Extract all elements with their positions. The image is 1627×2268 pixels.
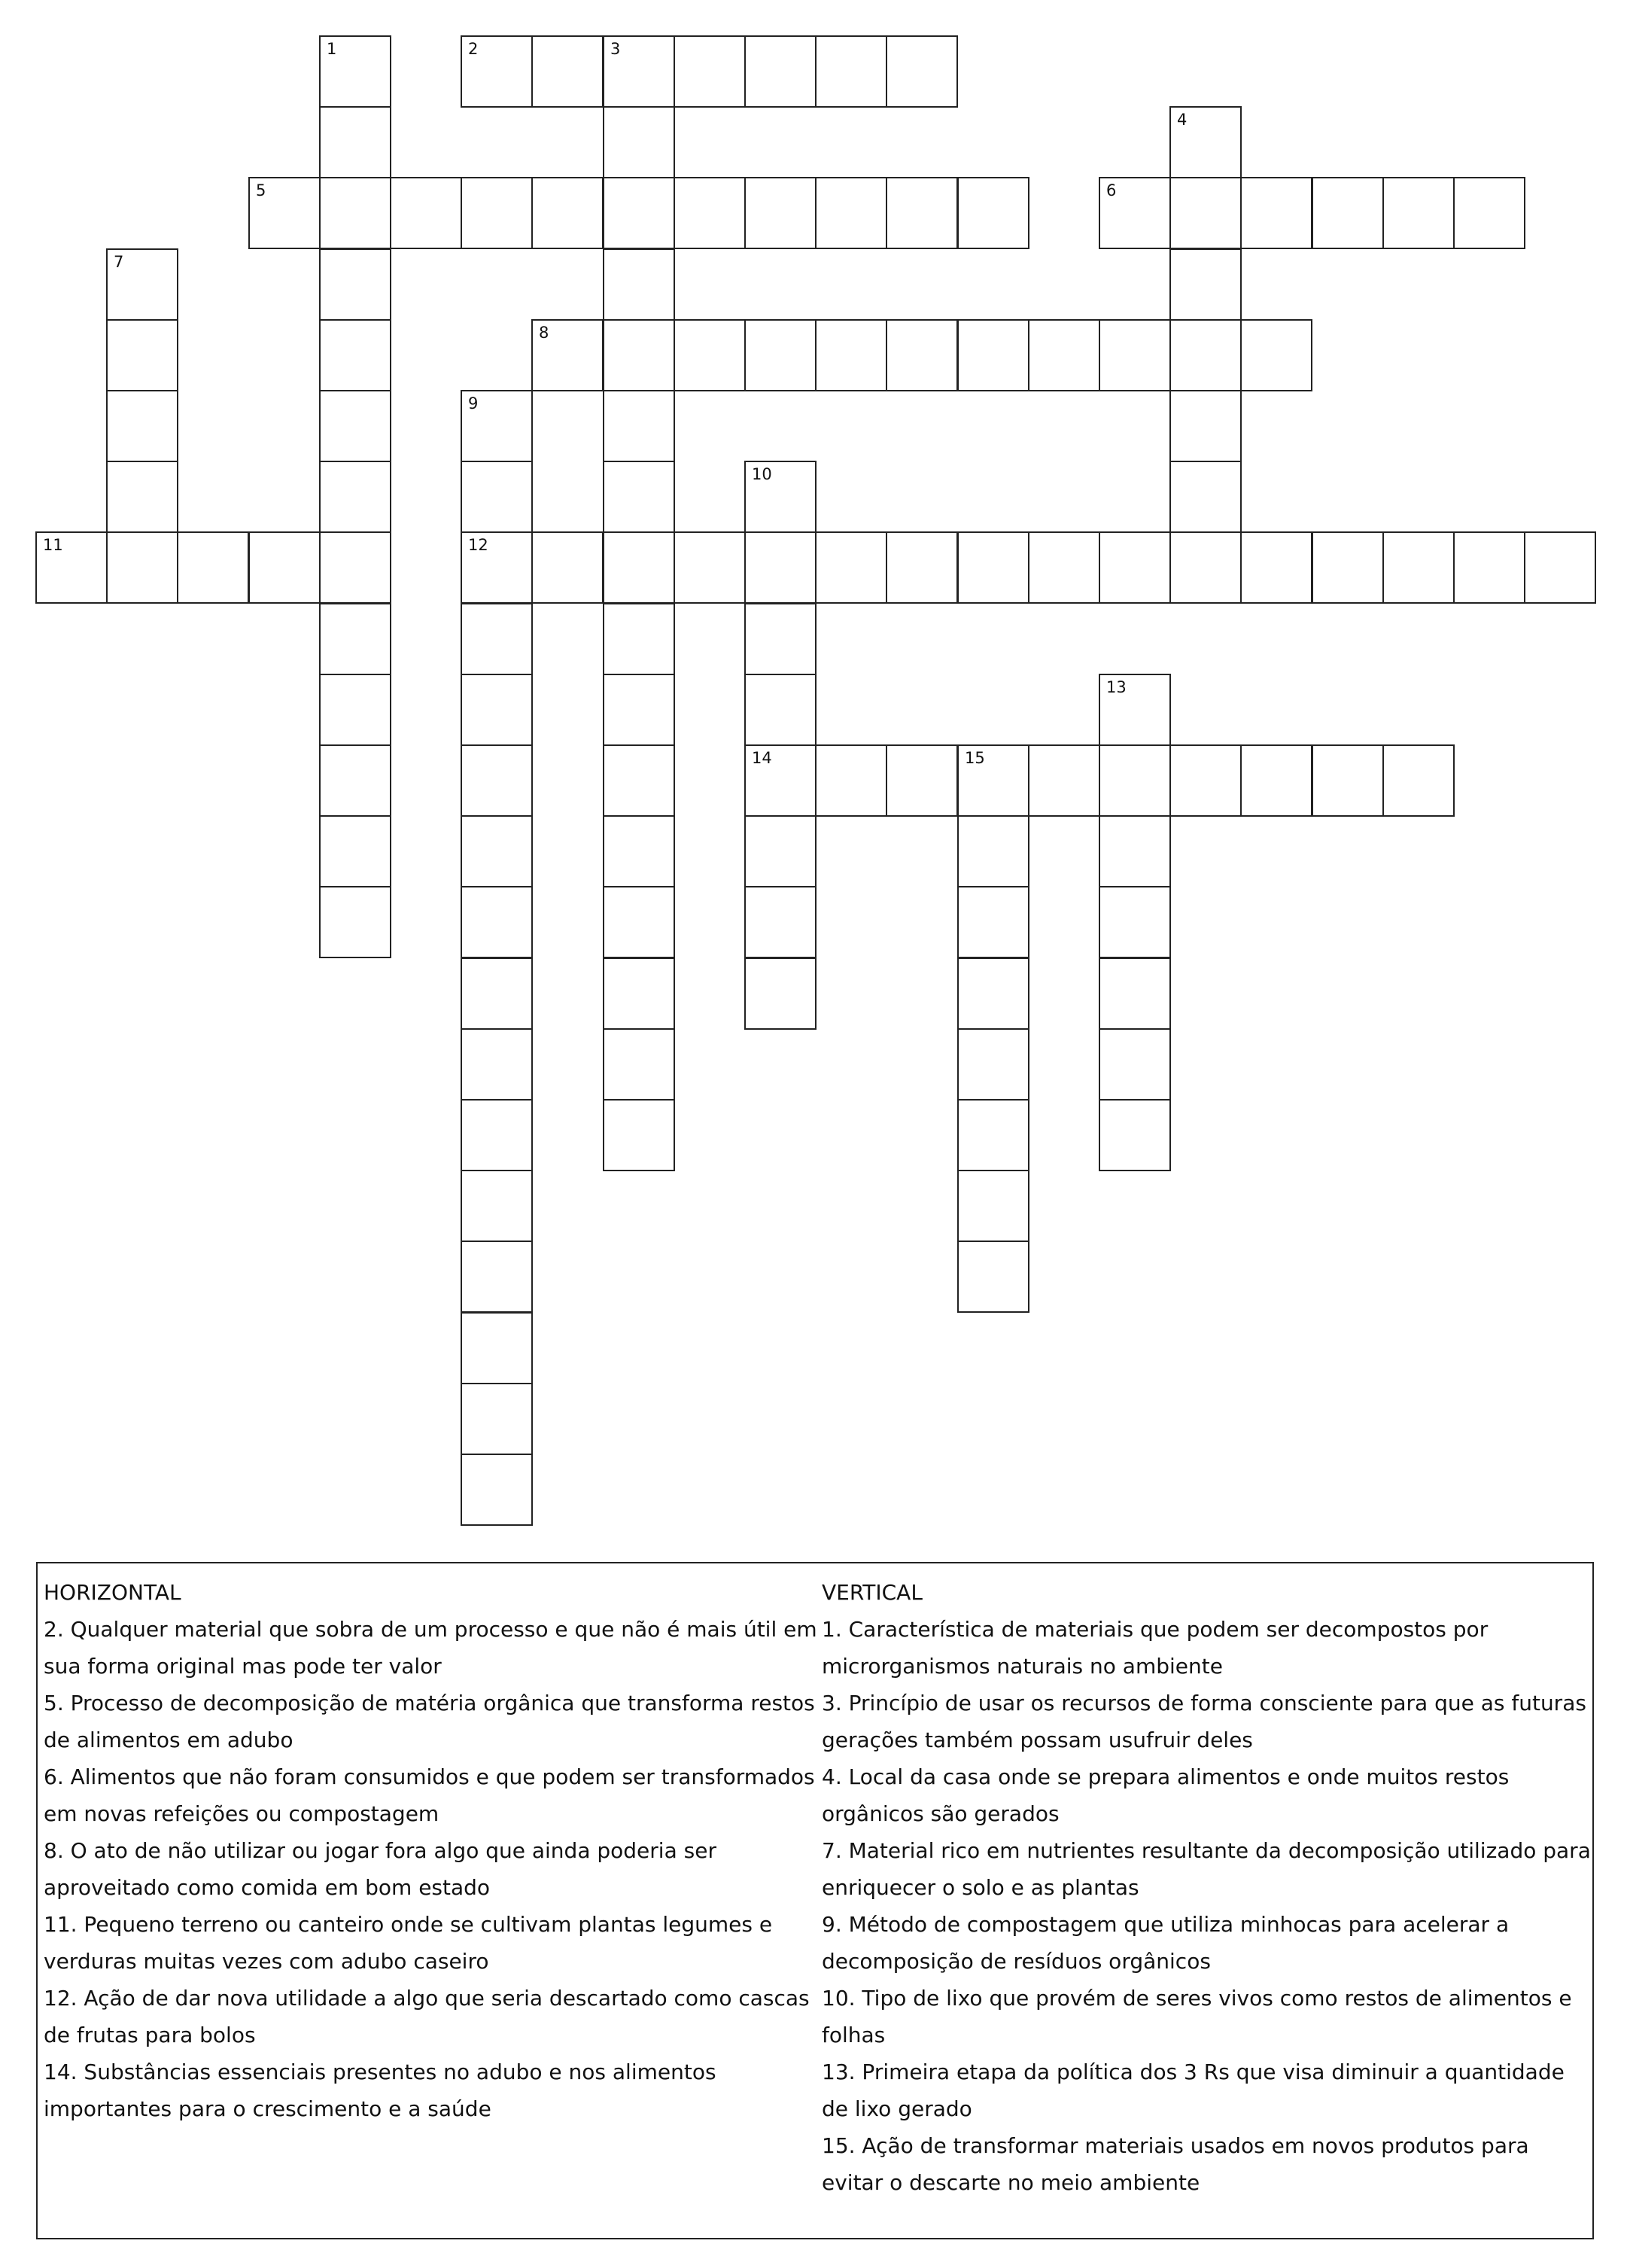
crossword-cell[interactable] [461, 674, 533, 746]
clue-vertical-13: 13. Primeira etapa da política dos 3 Rs que visa diminuir a quantidade de lixo gerado [822, 2059, 1565, 2121]
crossword-cell[interactable] [531, 531, 604, 604]
crossword-cell[interactable] [1099, 177, 1171, 249]
horizontal-title: HORIZONTAL [44, 1580, 181, 1605]
crossword-cell[interactable] [957, 177, 1029, 249]
clue-vertical-10: 10. Tipo de lixo que provém de seres vivos como restos de alimentos e folhas [822, 1986, 1572, 2047]
crossword-cell[interactable] [319, 674, 391, 746]
crossword-cell[interactable] [177, 531, 249, 604]
clue-number: 10 [752, 465, 772, 483]
crossword-cell[interactable] [1099, 744, 1171, 817]
crossword-cell[interactable] [1240, 744, 1312, 817]
crossword-cell[interactable] [106, 319, 178, 391]
crossword-cell[interactable] [674, 319, 746, 391]
crossword-cell[interactable] [744, 744, 817, 817]
clue-horizontal-8: 8. O ato de não utilizar ou jogar fora algo que ainda poderia ser aproveitado como comida em bom estado [44, 1838, 716, 1900]
crossword-cell[interactable] [319, 531, 391, 604]
crossword-cell[interactable] [319, 248, 391, 321]
crossword-cell[interactable] [744, 319, 817, 391]
crossword-cell[interactable] [106, 390, 178, 462]
crossword-cell[interactable] [1382, 744, 1455, 817]
horizontal-clues [44, 1574, 819, 2127]
crossword-cell[interactable] [461, 1241, 533, 1313]
crossword-cell[interactable] [461, 886, 533, 958]
crossword-cell[interactable] [461, 177, 533, 249]
crossword-cell[interactable] [603, 35, 675, 108]
crossword-cell[interactable] [1028, 744, 1100, 817]
clue-number: 9 [468, 394, 479, 413]
crossword-cell[interactable] [603, 603, 675, 675]
clue-number: 5 [256, 181, 266, 199]
crossword-cell[interactable] [603, 461, 675, 533]
crossword-cell[interactable] [1099, 674, 1171, 746]
clue-number: 14 [752, 749, 772, 767]
crossword-cell[interactable] [1240, 531, 1312, 604]
crossword-cell[interactable] [1099, 1099, 1171, 1171]
crossword-cell[interactable] [603, 390, 675, 462]
crossword-cell[interactable] [674, 35, 746, 108]
crossword-cell[interactable] [1028, 531, 1100, 604]
crossword-cell[interactable] [319, 744, 391, 817]
clue-number: 8 [539, 324, 549, 342]
vertical-title: VERTICAL [822, 1580, 923, 1605]
crossword-cell[interactable] [1382, 531, 1455, 604]
clue-horizontal-2: 2. Qualquer material que sobra de um processo e que não é mais útil em sua forma original mas pode ter valor [44, 1617, 817, 1679]
crossword-cell[interactable] [744, 957, 817, 1030]
crossword-cell[interactable] [1382, 177, 1455, 249]
crossword-cell[interactable] [957, 531, 1029, 604]
clue-number: 7 [114, 253, 124, 271]
crossword-cell[interactable] [886, 744, 958, 817]
clue-vertical-15: 15. Ação de transformar materiais usados em novos produtos para evitar o descarte no meio ambiente [822, 2133, 1529, 2195]
crossword-cell[interactable] [531, 319, 604, 391]
clue-number: 11 [43, 536, 63, 554]
crossword-cell[interactable] [319, 603, 391, 675]
crossword-cell[interactable] [319, 319, 391, 391]
crossword-cell[interactable] [1453, 177, 1525, 249]
crossword-cell[interactable] [957, 886, 1029, 958]
crossword-cell[interactable] [461, 1454, 533, 1526]
crossword-cell[interactable] [674, 531, 746, 604]
crossword-cell[interactable] [1169, 390, 1242, 462]
crossword-cell[interactable] [886, 35, 958, 108]
crossword-cell[interactable] [461, 1028, 533, 1101]
crossword-cell[interactable] [886, 531, 958, 604]
clue-number: 1 [327, 40, 337, 58]
clue-horizontal-14: 14. Substâncias essenciais presentes no adubo e nos alimentos importantes para o crescimento e a saúde [44, 2059, 716, 2121]
crossword-cell[interactable] [744, 674, 817, 746]
crossword-cell[interactable] [603, 248, 675, 321]
crossword-cell[interactable] [744, 815, 817, 887]
crossword-cell[interactable] [603, 106, 675, 178]
crossword-cell[interactable] [815, 35, 887, 108]
crossword-cell[interactable] [603, 957, 675, 1030]
crossword-cell[interactable] [461, 531, 533, 604]
crossword-cell[interactable] [1169, 106, 1242, 178]
crossword-cell[interactable] [1524, 531, 1596, 604]
clue-vertical-4: 4. Local da casa onde se prepara alimentos e onde muitos restos orgânicos são gerados [822, 1764, 1510, 1826]
crossword-cell[interactable] [1240, 319, 1312, 391]
clue-horizontal-12: 12. Ação de dar nova utilidade a algo que seria descartado como cascas de frutas para bolos [44, 1986, 810, 2047]
crossword-cell[interactable] [603, 674, 675, 746]
clue-number: 13 [1106, 678, 1127, 696]
crossword-cell[interactable] [957, 957, 1029, 1030]
crossword-cell[interactable] [1099, 319, 1171, 391]
crossword-cell[interactable] [1312, 531, 1384, 604]
crossword-cell[interactable] [744, 461, 817, 533]
crossword-cell[interactable] [461, 744, 533, 817]
clue-number: 2 [468, 40, 479, 58]
clue-horizontal-11: 11. Pequeno terreno ou canteiro onde se cultivam plantas legumes e verduras muitas vezes com adubo caseiro [44, 1912, 773, 1974]
crossword-cell[interactable] [603, 177, 675, 249]
crossword-cell[interactable] [106, 461, 178, 533]
clue-horizontal-6: 6. Alimentos que não foram consumidos e que podem ser transformados em novas refeições ou compostagem [44, 1764, 815, 1826]
crossword-cell[interactable] [461, 390, 533, 462]
crossword-cell[interactable] [319, 815, 391, 887]
clue-number: 6 [1106, 181, 1117, 199]
crossword-cell[interactable] [957, 815, 1029, 887]
clue-vertical-7: 7. Material rico em nutrientes resultante da decomposição utilizado para enriquecer o solo e as plantas [822, 1838, 1591, 1900]
crossword-cell[interactable] [1169, 319, 1242, 391]
crossword-cell[interactable] [1169, 177, 1242, 249]
crossword-cell[interactable] [957, 1241, 1029, 1313]
crossword-cell[interactable] [815, 177, 887, 249]
crossword-cell[interactable] [1099, 815, 1171, 887]
crossword-cell[interactable] [531, 35, 604, 108]
crossword-cell[interactable] [957, 1099, 1029, 1171]
crossword-cell[interactable] [1169, 744, 1242, 817]
crossword-cell[interactable] [815, 319, 887, 391]
crossword-cell[interactable] [957, 1170, 1029, 1242]
crossword-cell[interactable] [390, 177, 462, 249]
crossword-cell[interactable] [603, 1099, 675, 1171]
crossword-cell[interactable] [603, 1028, 675, 1101]
crossword-cell[interactable] [603, 319, 675, 391]
crossword-cell[interactable] [603, 815, 675, 887]
clue-vertical-1: 1. Característica de materiais que podem ser decompostos por microrganismos naturais no ambiente [822, 1617, 1489, 1679]
crossword-cell[interactable] [248, 531, 321, 604]
crossword-cell[interactable] [1169, 248, 1242, 321]
crossword-cell[interactable] [319, 886, 391, 958]
crossword-cell[interactable] [957, 1028, 1029, 1101]
crossword-cell[interactable] [744, 177, 817, 249]
crossword-cell[interactable] [319, 177, 391, 249]
crossword-cell[interactable] [461, 957, 533, 1030]
crossword-cell[interactable] [319, 390, 391, 462]
crossword-cell[interactable] [744, 603, 817, 675]
crossword-cell[interactable] [603, 886, 675, 958]
clue-number: 3 [610, 40, 621, 58]
crossword-cell[interactable] [1312, 744, 1384, 817]
crossword-cell[interactable] [1453, 531, 1525, 604]
clues-panel [36, 1562, 1594, 2239]
crossword-cell[interactable] [248, 177, 321, 249]
crossword-cell[interactable] [744, 886, 817, 958]
crossword-cell[interactable] [1028, 319, 1100, 391]
crossword-cell[interactable] [531, 177, 604, 249]
crossword-cell[interactable] [106, 248, 178, 321]
clue-vertical-3: 3. Princípio de usar os recursos de forma consciente para que as futuras gerações também possam usufruir deles [822, 1691, 1586, 1752]
clue-vertical-9: 9. Método de compostagem que utiliza minhocas para acelerar a decomposição de resíduos orgânicos [822, 1912, 1510, 1974]
clue-number: 15 [965, 749, 985, 767]
crossword-cell[interactable] [461, 815, 533, 887]
crossword-cell[interactable] [1169, 531, 1242, 604]
crossword-cell[interactable] [106, 531, 178, 604]
crossword-cell[interactable] [319, 106, 391, 178]
crossword-cell[interactable] [744, 531, 817, 604]
crossword-cell[interactable] [1312, 177, 1384, 249]
crossword-cell[interactable] [1099, 531, 1171, 604]
crossword-cell[interactable] [886, 177, 958, 249]
crossword-cell[interactable] [319, 461, 391, 533]
crossword-cell[interactable] [1099, 886, 1171, 958]
crossword-cell[interactable] [461, 1099, 533, 1171]
crossword-cell[interactable] [744, 35, 817, 108]
crossword-cell[interactable] [461, 603, 533, 675]
vertical-clues [822, 1574, 1591, 2201]
crossword-cell[interactable] [461, 1170, 533, 1242]
clue-horizontal-5: 5. Processo de decomposição de matéria orgânica que transforma restos de alimentos em adubo [44, 1691, 815, 1752]
crossword-cell[interactable] [461, 1383, 533, 1455]
crossword-cell[interactable] [319, 35, 391, 108]
crossword-cell[interactable] [1169, 461, 1242, 533]
crossword-cell[interactable] [461, 35, 533, 108]
crossword-cell[interactable] [886, 319, 958, 391]
crossword-cell[interactable] [815, 531, 887, 604]
clue-number: 12 [468, 536, 488, 554]
crossword-cell[interactable] [35, 531, 108, 604]
crossword-cell[interactable] [957, 744, 1029, 817]
crossword-cell[interactable] [957, 319, 1029, 391]
crossword-cell[interactable] [815, 744, 887, 817]
crossword-cell[interactable] [461, 461, 533, 533]
crossword-cell[interactable] [461, 1312, 533, 1384]
crossword-cell[interactable] [1099, 957, 1171, 1030]
crossword-cell[interactable] [1099, 1028, 1171, 1101]
crossword-cell[interactable] [603, 744, 675, 817]
clue-number: 4 [1177, 111, 1188, 129]
crossword-cell[interactable] [674, 177, 746, 249]
crossword-cell[interactable] [1240, 177, 1312, 249]
crossword-cell[interactable] [603, 531, 675, 604]
